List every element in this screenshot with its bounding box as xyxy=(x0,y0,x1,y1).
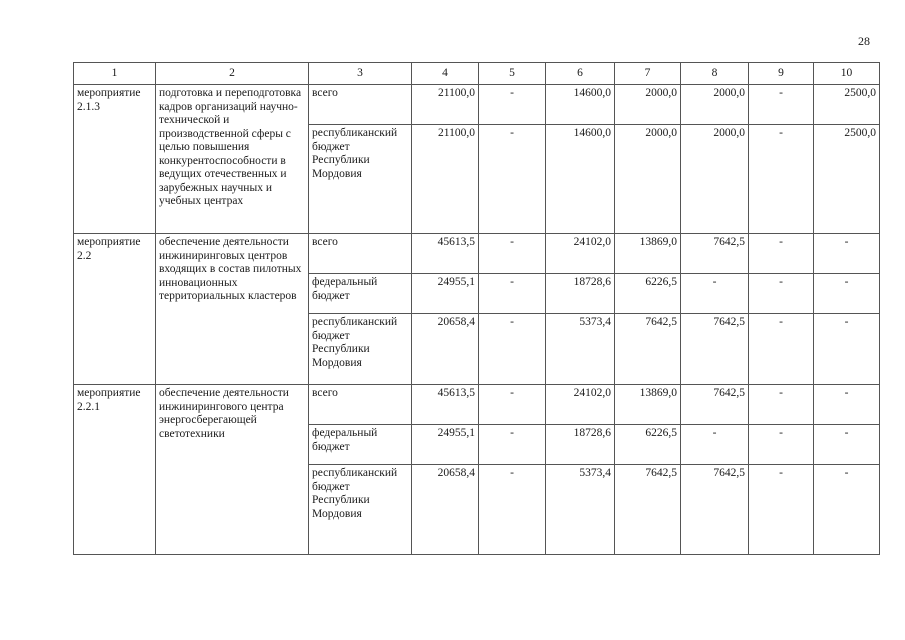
value-cell: - xyxy=(814,385,880,425)
value-cell: - xyxy=(479,274,546,314)
funding-source: республиканский бюджет Республики Мордовия xyxy=(309,125,412,234)
column-header: 6 xyxy=(546,63,615,85)
measure-description: обеспечение деятельности инжиниринговых центров входящих в состав пилотных инновационных территориальных кластеров xyxy=(156,234,309,385)
table-row xyxy=(74,234,880,274)
value-cell: 7642,5 xyxy=(615,465,681,555)
value-cell: 14600,0 xyxy=(546,85,615,125)
value-cell: 24955,1 xyxy=(412,425,479,465)
value-cell: 18728,6 xyxy=(546,274,615,314)
column-header: 7 xyxy=(615,63,681,85)
funding-source: федеральный бюджет xyxy=(309,274,412,314)
value-cell: 13869,0 xyxy=(615,234,681,274)
value-cell: 7642,5 xyxy=(681,385,749,425)
value-cell: 24102,0 xyxy=(546,234,615,274)
value-cell: - xyxy=(479,385,546,425)
table-header-row xyxy=(74,63,880,85)
value-cell: 6226,5 xyxy=(615,274,681,314)
value-cell: - xyxy=(749,274,814,314)
column-header: 1 xyxy=(74,63,156,85)
column-header: 4 xyxy=(412,63,479,85)
value-cell: 21100,0 xyxy=(412,85,479,125)
value-cell: - xyxy=(749,425,814,465)
column-header: 9 xyxy=(749,63,814,85)
value-cell: - xyxy=(479,465,546,555)
measure-description: обеспечение деятельности инжинирингового центра энергосберегающей светотехники xyxy=(156,385,309,555)
value-cell: 5373,4 xyxy=(546,465,615,555)
value-cell: 2500,0 xyxy=(814,85,880,125)
funding-source: федеральный бюджет xyxy=(309,425,412,465)
value-cell: 18728,6 xyxy=(546,425,615,465)
value-cell: - xyxy=(749,465,814,555)
value-cell: 13869,0 xyxy=(615,385,681,425)
value-cell: 7642,5 xyxy=(615,314,681,385)
value-cell: 7642,5 xyxy=(681,465,749,555)
funding-source: всего xyxy=(309,85,412,125)
value-cell: - xyxy=(814,465,880,555)
value-cell: 2000,0 xyxy=(615,125,681,234)
value-cell: 2000,0 xyxy=(681,125,749,234)
value-cell: - xyxy=(479,85,546,125)
funding-source: республиканский бюджет Республики Мордовия xyxy=(309,314,412,385)
measure-description: подготовка и переподготовка кадров организаций научно-технической и производственной сферы с целью повышения конкурентоспособности в ведущих отечественных и зарубежных научных и учебных центрах xyxy=(156,85,309,234)
value-cell: 2000,0 xyxy=(615,85,681,125)
funding-source: всего xyxy=(309,385,412,425)
page-number: 28 xyxy=(858,34,870,48)
table-row xyxy=(74,85,880,125)
value-cell: 45613,5 xyxy=(412,234,479,274)
value-cell: - xyxy=(479,125,546,234)
table-row xyxy=(74,385,880,425)
value-cell: - xyxy=(749,314,814,385)
column-header: 5 xyxy=(479,63,546,85)
funding-source: всего xyxy=(309,234,412,274)
column-header: 8 xyxy=(681,63,749,85)
value-cell: - xyxy=(814,425,880,465)
value-cell: 2500,0 xyxy=(814,125,880,234)
value-cell: 24955,1 xyxy=(412,274,479,314)
value-cell: - xyxy=(479,314,546,385)
column-header: 2 xyxy=(156,63,309,85)
measure-code: мероприятие 2.1.3 xyxy=(74,85,156,234)
value-cell: - xyxy=(479,425,546,465)
value-cell: - xyxy=(749,234,814,274)
value-cell: - xyxy=(749,385,814,425)
value-cell: 20658,4 xyxy=(412,314,479,385)
budget-table xyxy=(73,62,880,555)
value-cell: 14600,0 xyxy=(546,125,615,234)
measure-code: мероприятие 2.2 xyxy=(74,234,156,385)
value-cell: 20658,4 xyxy=(412,465,479,555)
value-cell: - xyxy=(814,234,880,274)
value-cell: 6226,5 xyxy=(615,425,681,465)
value-cell: - xyxy=(814,314,880,385)
value-cell: 7642,5 xyxy=(681,314,749,385)
value-cell: - xyxy=(681,425,749,465)
value-cell: - xyxy=(681,274,749,314)
value-cell: 7642,5 xyxy=(681,234,749,274)
value-cell: 24102,0 xyxy=(546,385,615,425)
value-cell: - xyxy=(749,125,814,234)
column-header: 3 xyxy=(309,63,412,85)
measure-code: мероприятие 2.2.1 xyxy=(74,385,156,555)
value-cell: 21100,0 xyxy=(412,125,479,234)
value-cell: - xyxy=(749,85,814,125)
funding-source: республиканский бюджет Республики Мордовия xyxy=(309,465,412,555)
value-cell: 2000,0 xyxy=(681,85,749,125)
column-header: 10 xyxy=(814,63,880,85)
value-cell: 45613,5 xyxy=(412,385,479,425)
value-cell: - xyxy=(814,274,880,314)
value-cell: - xyxy=(479,234,546,274)
value-cell: 5373,4 xyxy=(546,314,615,385)
